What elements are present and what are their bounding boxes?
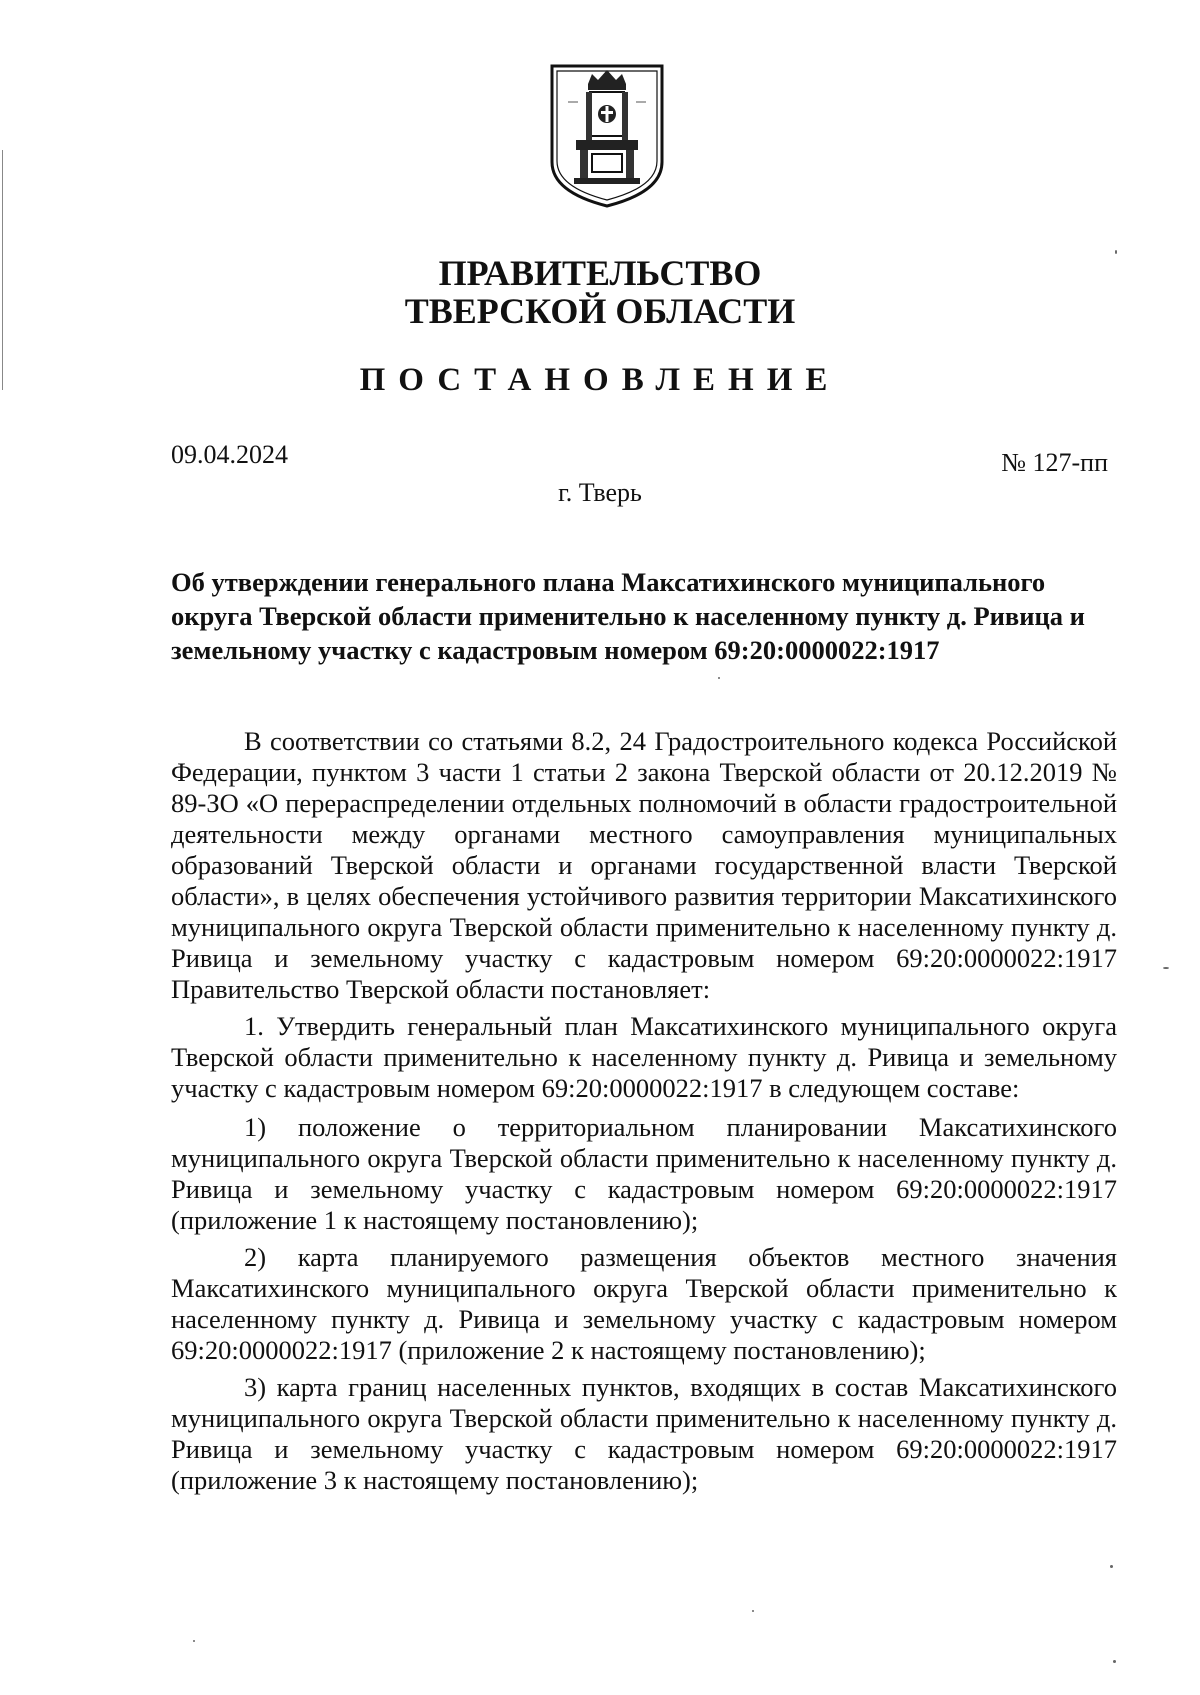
- document-number: № 127-пп: [1001, 448, 1108, 477]
- org-name-line1: ПРАВИТЕЛЬСТВО: [438, 253, 762, 293]
- document-type: ПОСТАНОВЛЕНИЕ: [359, 362, 841, 398]
- document-city: г. Тверь: [558, 478, 642, 507]
- scan-speck: [718, 677, 720, 679]
- scan-speck: [1113, 1660, 1116, 1663]
- scan-speck: [1163, 967, 1169, 969]
- subitem-2-paragraph: 2) карта планируемого размещения объектов местного значения Максатихинского муниципального округа Тверской области применительно к населенному пункту д. Ривица и земельному участку с кадастровым номером 69:20:0000022:1917 (приложение 2 к настоящему постановлению);: [171, 1242, 1117, 1365]
- scan-speck: [1115, 250, 1117, 254]
- scan-speck: [752, 1610, 754, 1612]
- item-1-paragraph: 1. Утвердить генеральный план Максатихинского муниципального округа Тверской области применительно к населенному пункту д. Ривица и земельному участку с кадастровым номером 69:20:0000022:1917 в следующем составе:: [171, 1011, 1117, 1103]
- scan-edge-mark: [2, 150, 3, 390]
- org-name-line2: ТВЕРСКОЙ ОБЛАСТИ: [404, 291, 796, 331]
- scan-speck: [193, 1640, 195, 1642]
- document-body: [171, 726, 1117, 1496]
- document-date: 09.04.2024: [171, 440, 288, 469]
- tver-coat-of-arms-icon: [548, 62, 666, 210]
- subitem-3-paragraph: 3) карта границ населенных пунктов, входящих в состав Максатихинского муниципального округа Тверской области применительно к населенному пункту д. Ривица и земельному участку с кадастровым номером 69:20:0000022:1917 (приложение 3 к настоящему постановлению);: [171, 1372, 1117, 1495]
- preamble-paragraph: В соответствии со статьями 8.2, 24 Градостроительного кодекса Российской Федерации, пунктом 3 части 1 статьи 2 закона Тверской области от 20.12.2019 № 89-ЗО «О перераспределении отдельных полномочий в области градостроительной деятельности между органами местного самоуправления муниципальных образований Тверской области и органами государственной власти Тверской области», в целях обеспечения устойчивого развития территории Максатихинского муниципального округа Тверской области применительно к населенному пункту д. Ривица и земельному участку с кадастровым номером 69:20:0000022:1917 Правительство Тверской области постановляет:: [171, 726, 1117, 1004]
- subitem-1-paragraph: 1) положение о территориальном планировании Максатихинского муниципального округа Тверской области применительно к населенному пункту д. Ривица и земельному участку с кадастровым номером 69:20:0000022:1917 (приложение 1 к настоящему постановлению);: [171, 1112, 1117, 1235]
- document-title: Об утверждении генерального плана Максатихинского муниципального округа Тверской области применительно к населенному пункту д. Ривица и земельному участку с кадастровым номером 69:20:0000022:1917: [171, 567, 1085, 665]
- scan-speck: [1110, 1565, 1113, 1568]
